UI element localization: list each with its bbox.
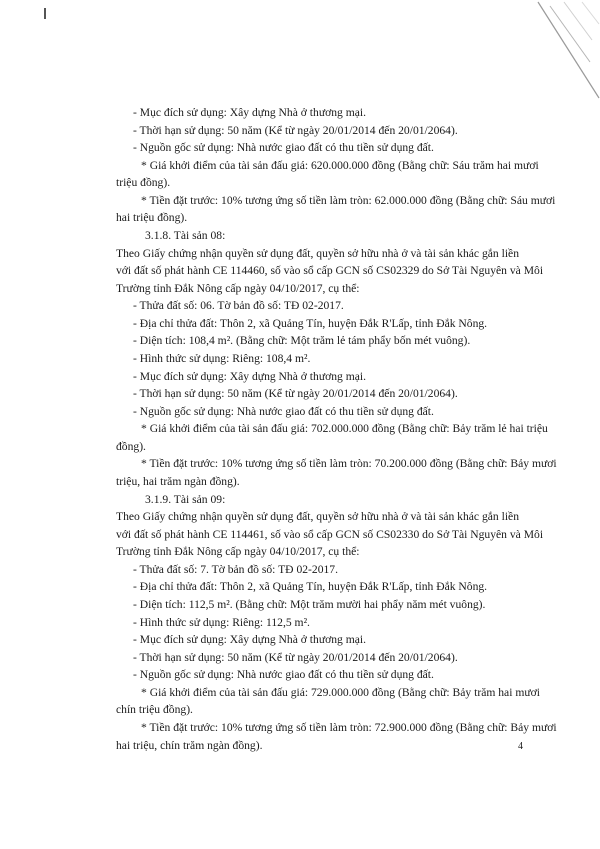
text-line: - Thời hạn sử dụng: 50 năm (Kể từ ngày 20/01/2014 đến 20/01/2064). — [133, 124, 458, 137]
text-line: - Thửa đất số: 06. Tờ bản đồ số: TĐ 02-2017. — [133, 299, 344, 312]
text-line: * Tiền đặt trước: 10% tương ứng số tiền làm tròn: 62.000.000 đồng (Bằng chữ: Sáu mươi — [141, 194, 556, 207]
text-line: Trường tỉnh Đắk Nông cấp ngày 04/10/2017, cụ thể: — [116, 545, 360, 558]
text-line: với đất số phát hành CE 114461, số vào sổ cấp GCN số CS02330 do Sở Tài Nguyên và Môi — [116, 528, 544, 541]
text-line: - Nguồn gốc sử dụng: Nhà nước giao đất có thu tiền sử dụng đất. — [133, 405, 434, 418]
text-line: * Tiền đặt trước: 10% tương ứng số tiền làm tròn: 72.900.000 đồng (Bằng chữ: Bảy mươi — [141, 721, 557, 734]
text-line: hai triệu, chín trăm ngàn đồng). — [116, 739, 263, 752]
section-heading: 3.1.9. Tài sản 09: — [145, 493, 226, 506]
text-line: - Hình thức sử dụng: Riêng: 112,5 m². — [133, 616, 310, 629]
text-line: - Mục đích sử dụng: Xây dựng Nhà ở thương mại. — [133, 370, 367, 383]
scan-mark — [44, 8, 46, 19]
text-line: * Tiền đặt trước: 10% tương ứng số tiền làm tròn: 70.200.000 đồng (Bằng chữ: Bảy mươi — [141, 457, 557, 470]
text-line: hai triệu đồng). — [116, 211, 188, 224]
text-line: - Mục đích sử dụng: Xây dựng Nhà ở thương mại. — [133, 106, 367, 119]
text-line: - Thời hạn sử dụng: 50 năm (Kể từ ngày 20/01/2014 đến 20/01/2064). — [133, 387, 458, 400]
text-line: - Mục đích sử dụng: Xây dựng Nhà ở thương mại. — [133, 633, 367, 646]
text-line: triệu đồng). — [116, 176, 171, 189]
page-corner-fold — [520, 0, 600, 100]
text-line: - Diện tích: 108,4 m². (Bằng chữ: Một trăm lẻ tám phẩy bốn mét vuông). — [133, 334, 471, 347]
text-line: Theo Giấy chứng nhận quyền sử dụng đất, quyền sở hữu nhà ở và tài sản khác gắn liền — [116, 510, 519, 523]
text-line: - Địa chỉ thửa đất: Thôn 2, xã Quảng Tín, huyện Đắk R'Lấp, tỉnh Đắk Nông. — [133, 317, 488, 330]
page-number: 4 — [518, 741, 523, 752]
text-line: * Giá khởi điểm của tài sản đấu giá: 702.000.000 đồng (Bằng chữ: Bảy trăm lẻ hai triệu — [141, 422, 548, 435]
text-line: * Giá khởi điểm của tài sản đấu giá: 729.000.000 đồng (Bằng chữ: Bảy trăm hai mươi — [141, 686, 540, 699]
text-line: với đất số phát hành CE 114460, số vào sổ cấp GCN số CS02329 do Sở Tài Nguyên và Môi — [116, 264, 544, 277]
text-line: triệu, hai trăm ngàn đồng). — [116, 475, 240, 488]
text-line: * Giá khởi điểm của tài sản đấu giá: 620.000.000 đồng (Bằng chữ: Sáu trăm hai mươi — [141, 159, 539, 172]
text-line: - Diện tích: 112,5 m². (Bằng chữ: Một trăm mười hai phẩy năm mét vuông). — [133, 598, 486, 611]
text-line: - Thời hạn sử dụng: 50 năm (Kể từ ngày 20/01/2014 đến 20/01/2064). — [133, 651, 458, 664]
text-line: - Nguồn gốc sử dụng: Nhà nước giao đất có thu tiền sử dụng đất. — [133, 668, 434, 681]
text-line: - Hình thức sử dụng: Riêng: 108,4 m². — [133, 352, 311, 365]
text-line: Theo Giấy chứng nhận quyền sử dụng đất, quyền sở hữu nhà ở và tài sản khác gắn liền — [116, 247, 519, 260]
text-line: - Địa chỉ thửa đất: Thôn 2, xã Quảng Tín, huyện Đắk R'Lấp, tỉnh Đắk Nông. — [133, 580, 488, 593]
text-line: - Thửa đất số: 7. Tờ bản đồ số: TĐ 02-2017. — [133, 563, 338, 576]
text-line: - Nguồn gốc sử dụng: Nhà nước giao đất có thu tiền sử dụng đất. — [133, 141, 434, 154]
section-heading: 3.1.8. Tài sản 08: — [145, 229, 226, 242]
text-line: đồng). — [116, 440, 146, 453]
text-line: chín triệu đồng). — [116, 703, 193, 716]
text-line: Trường tỉnh Đắk Nông cấp ngày 04/10/2017, cụ thể: — [116, 282, 360, 295]
